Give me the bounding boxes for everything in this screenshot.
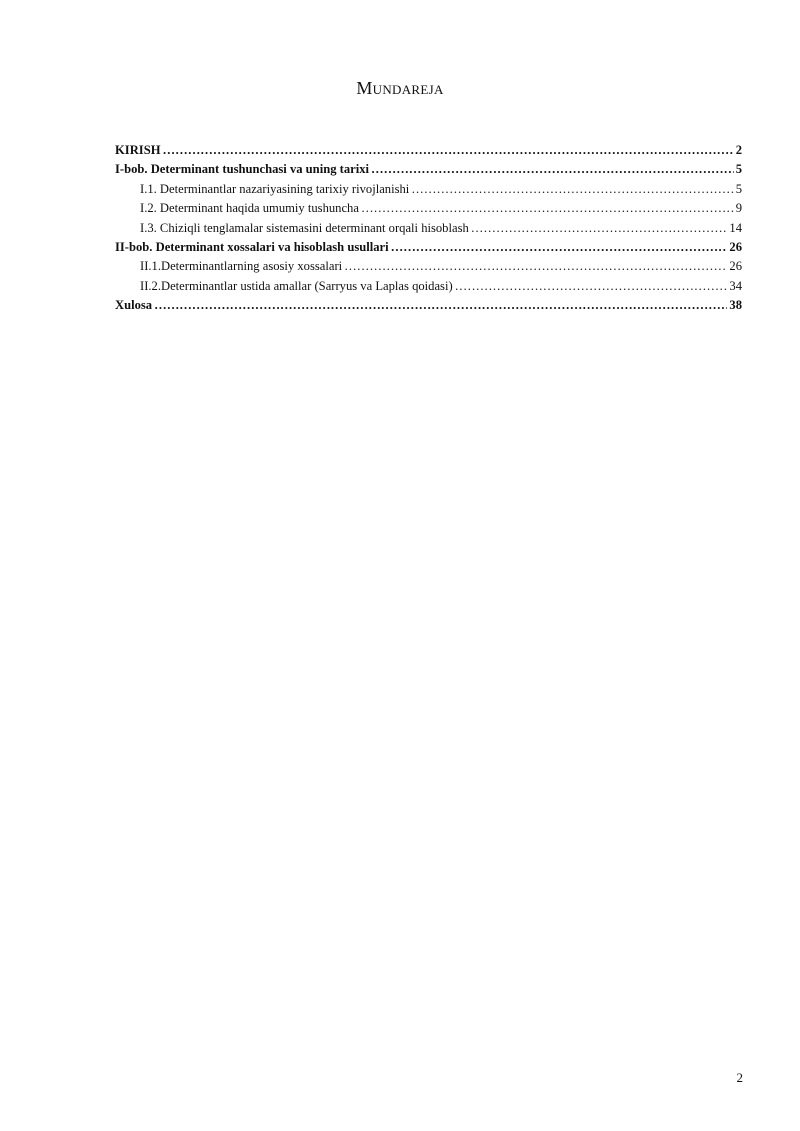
toc-entry-chapter-1[interactable]	[115, 162, 742, 181]
toc-entry-page: 5	[735, 181, 742, 196]
toc-entry-xulosa[interactable]	[115, 298, 742, 317]
toc-entry-page: 38	[729, 298, 742, 313]
toc-entry-page: 26	[729, 259, 742, 274]
toc-entry-page: 5	[735, 162, 742, 177]
toc-entry-section-2-2[interactable]	[115, 279, 742, 298]
toc-entry-label: II.1.Determinantlarning asosiy xossalari	[140, 259, 343, 274]
toc-entry-label: I-bob. Determinant tushunchasi va uning tarixi	[115, 162, 370, 177]
toc-entry-section-1-2[interactable]	[115, 201, 742, 220]
toc-entry-label: I.2. Determinant haqida umumiy tushuncha	[140, 201, 359, 216]
dot-leader	[411, 182, 733, 197]
toc-entry-section-1-3[interactable]	[115, 221, 742, 240]
table-of-contents	[115, 143, 742, 318]
dot-leader	[163, 143, 734, 158]
toc-entry-page: 2	[735, 143, 742, 157]
dot-leader	[361, 201, 734, 216]
toc-entry-page: 34	[729, 278, 742, 293]
dot-leader	[391, 240, 728, 255]
dot-leader	[344, 259, 727, 274]
toc-entry-label: II.2.Determinantlar ustida amallar (Sarryus va Laplas qoidasi)	[140, 278, 453, 293]
dot-leader	[455, 279, 728, 294]
toc-entry-page: 9	[735, 201, 742, 216]
toc-entry-label: II-bob. Determinant xossalari va hisoblash usullari	[115, 239, 389, 254]
toc-entry-page: 26	[729, 239, 742, 254]
toc-entry-page: 14	[729, 220, 742, 235]
toc-entry-section-2-1[interactable]	[115, 259, 742, 278]
dot-leader	[371, 162, 734, 177]
dot-leader	[154, 298, 727, 313]
toc-entry-label: I.3. Chiziqli tenglamalar sistemasini determinant orqali hisoblash	[140, 220, 469, 235]
toc-entry-label: Xulosa	[115, 298, 153, 313]
toc-entry-chapter-2[interactable]	[115, 240, 742, 259]
toc-entry-section-1-1[interactable]	[115, 182, 742, 201]
dot-leader	[471, 221, 728, 236]
toc-entry-label: KIRISH	[115, 143, 161, 157]
page-title: Mundareja	[356, 78, 444, 98]
page-number: 2	[736, 1070, 743, 1085]
toc-entry-kirish[interactable]	[115, 143, 742, 162]
toc-entry-label: I.1. Determinantlar nazariyasining tarixiy rivojlanishi	[140, 181, 410, 196]
